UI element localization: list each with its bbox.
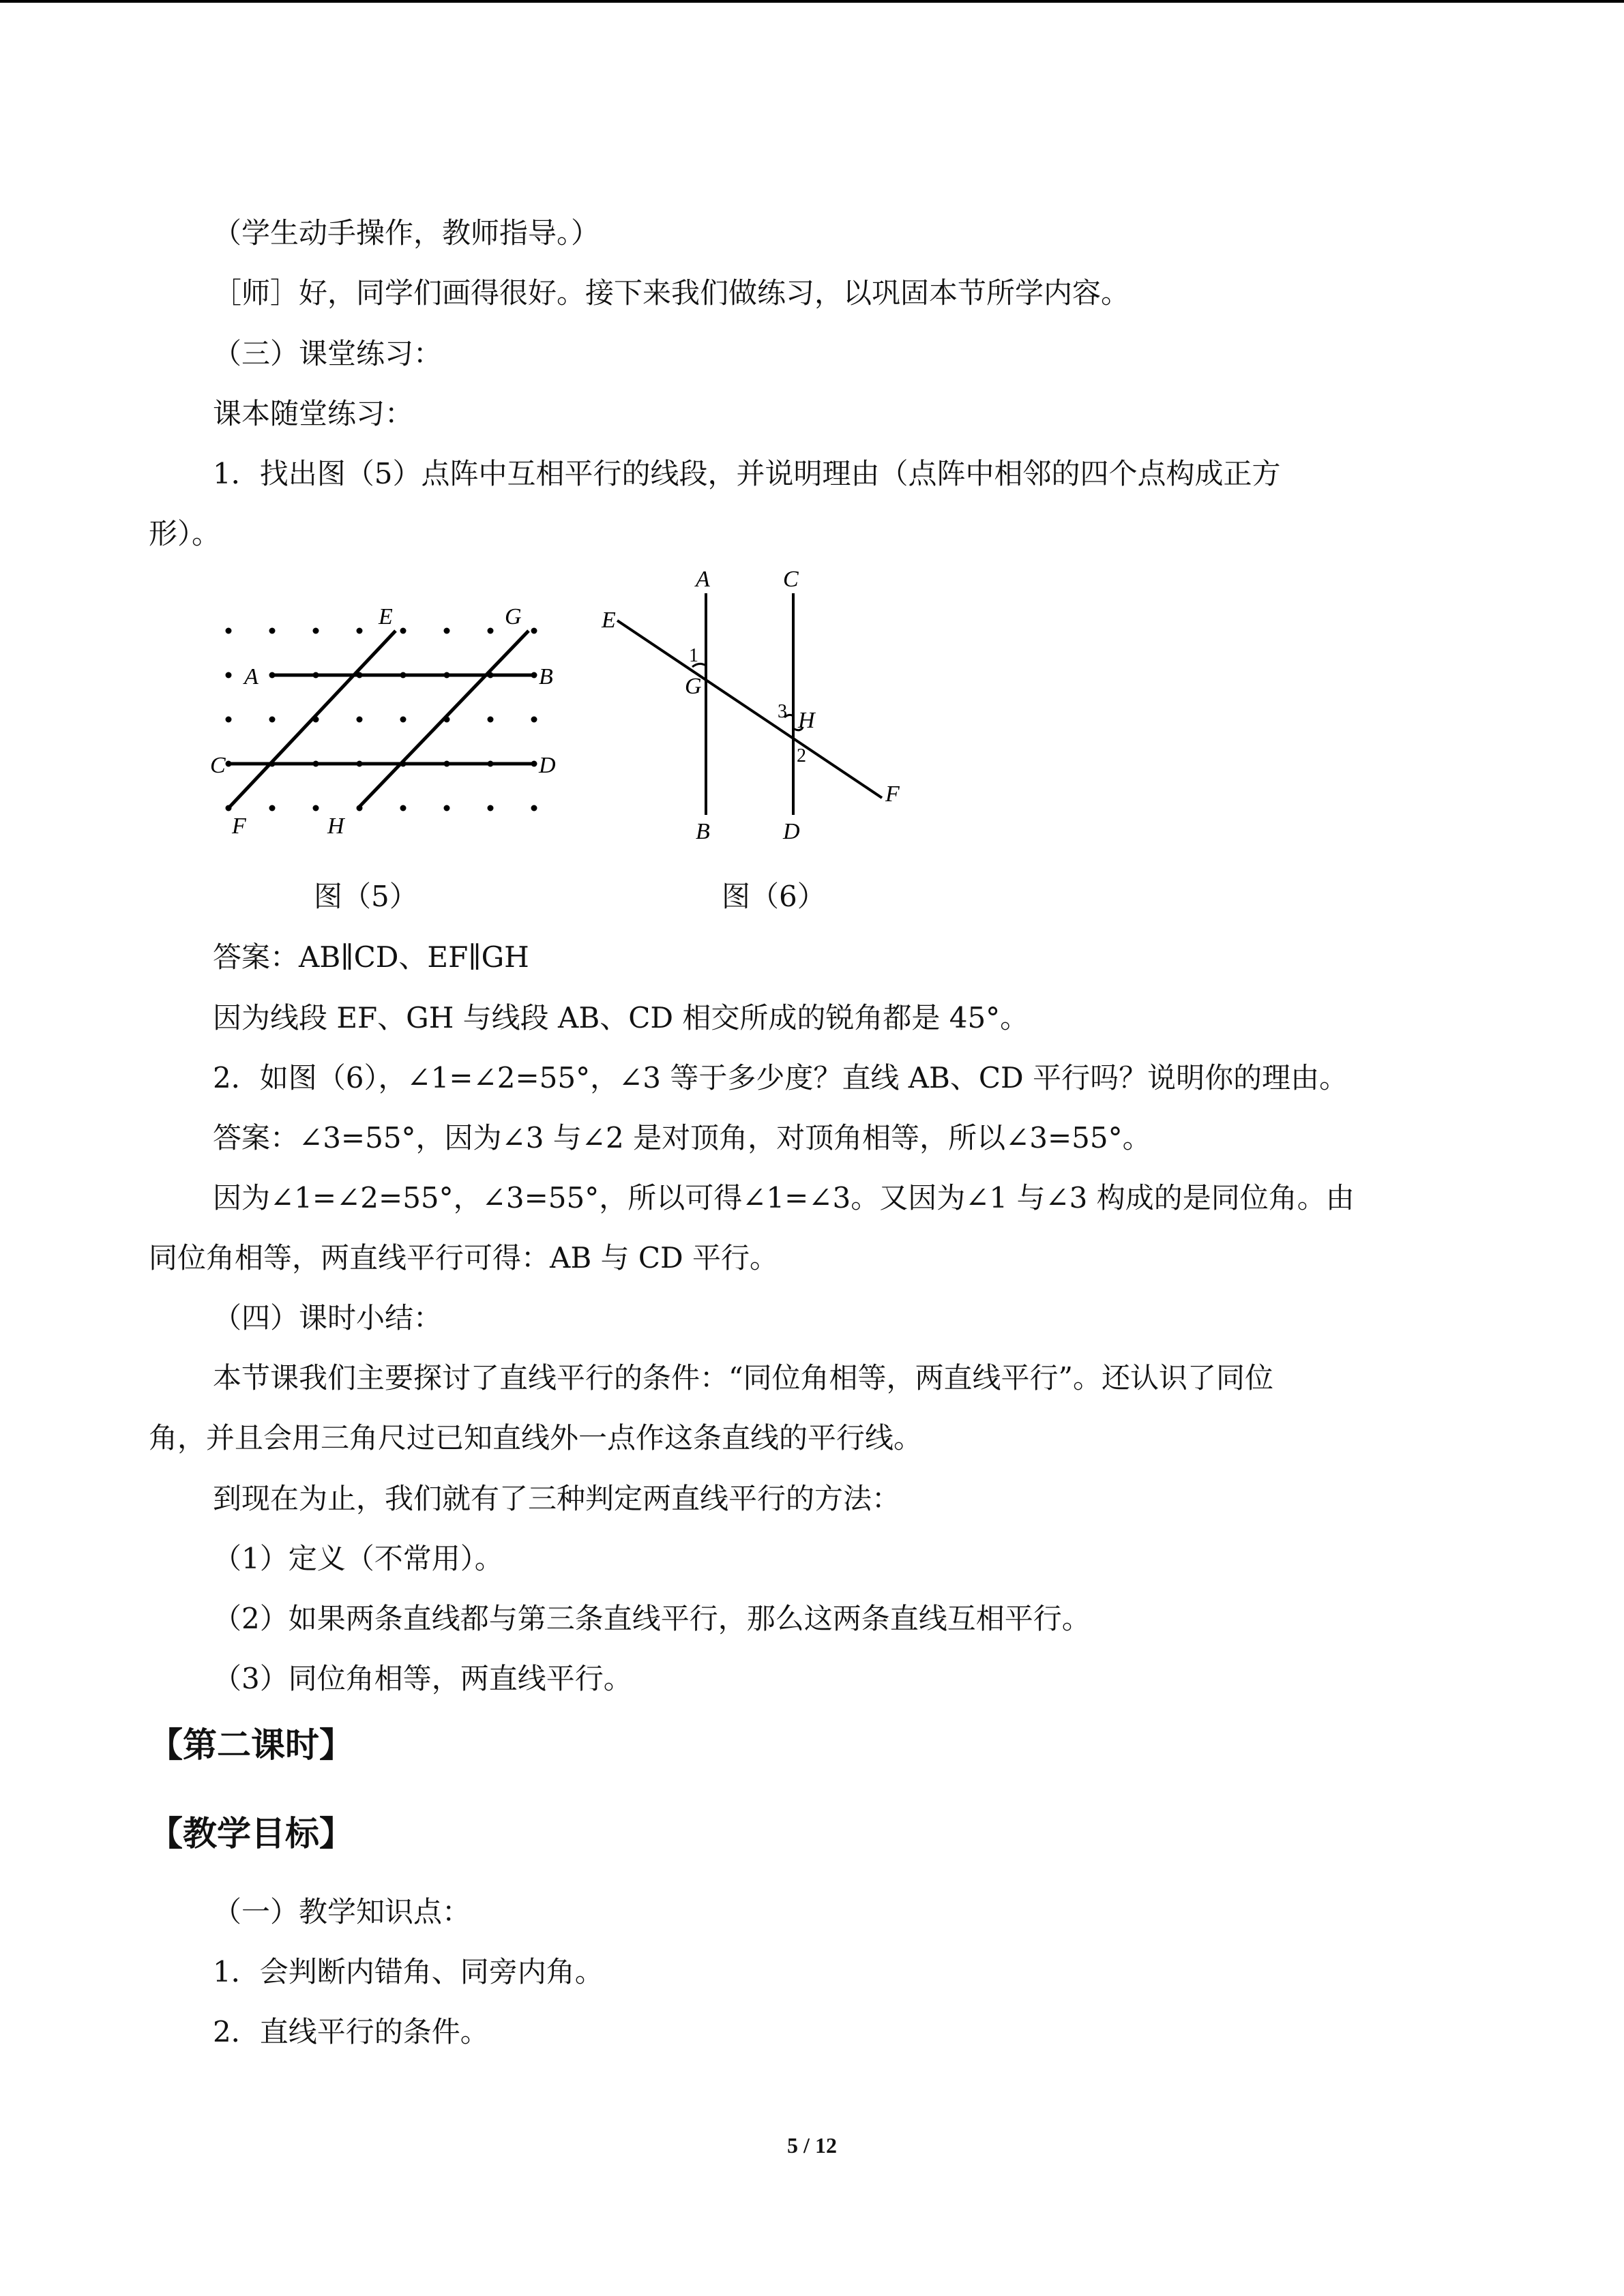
figure-6-caption: 图（6） bbox=[722, 880, 826, 913]
label-C: C bbox=[783, 567, 799, 592]
lattice-dot bbox=[488, 805, 494, 811]
label-G: G bbox=[505, 604, 522, 629]
lattice-dot bbox=[357, 628, 363, 634]
text-line: 课本随堂练习： bbox=[213, 397, 414, 430]
lattice-dot bbox=[226, 672, 232, 679]
text-line: ［师］好，同学们画得很好。接下来我们做练习，以巩固本节所学内容。 bbox=[213, 276, 1130, 310]
figure-5-caption: 图（5） bbox=[314, 880, 418, 913]
section-heading: 【第二课时】 bbox=[149, 1725, 353, 1765]
text-line: 因为∠1=∠2=55°，∠3=55°，所以可得∠1=∠3。又因为∠1 与∠3 构成的是同位角。由 bbox=[213, 1181, 1355, 1214]
label-G: G bbox=[685, 674, 702, 699]
text-line: 到现在为止，我们就有了三种判定两直线平行的方法： bbox=[213, 1482, 901, 1515]
lattice-dot bbox=[313, 628, 319, 634]
lattice-dot bbox=[444, 628, 450, 634]
text-line: （3）同位角相等，两直线平行。 bbox=[213, 1662, 632, 1695]
lattice-dot bbox=[269, 628, 276, 634]
lattice-dot bbox=[531, 805, 537, 811]
lattice-dot bbox=[313, 805, 319, 811]
lattice-dot bbox=[488, 628, 494, 634]
text-line: 因为线段 EF、GH 与线段 AB、CD 相交所成的锐角都是 45°。 bbox=[213, 1001, 1029, 1034]
text-line: （一）教学知识点： bbox=[213, 1895, 471, 1928]
text-line: （四）课时小结： bbox=[213, 1301, 443, 1335]
top-border bbox=[0, 0, 1624, 3]
text-line: 同位角相等，两直线平行可得：AB 与 CD 平行。 bbox=[149, 1241, 779, 1274]
angle-label-2: 2 bbox=[797, 745, 806, 766]
lattice-dot bbox=[488, 717, 494, 723]
lattice-dot bbox=[400, 628, 407, 634]
label-F: F bbox=[885, 781, 900, 807]
label-D: D bbox=[783, 819, 800, 844]
label-B: B bbox=[539, 664, 553, 689]
text-line: 答案：AB∥CD、EF∥GH bbox=[213, 940, 529, 974]
text-line: 2．直线平行的条件。 bbox=[213, 2015, 489, 2048]
lattice-dot bbox=[444, 805, 450, 811]
text-line: 答案：∠3=55°，因为∠3 与∠2 是对顶角，对顶角相等，所以∠3=55°。 bbox=[213, 1121, 1151, 1154]
segment-EF bbox=[228, 631, 396, 808]
text-line: 本节课我们主要探讨了直线平行的条件：“同位角相等，两直线平行”。还认识了同位 bbox=[213, 1361, 1273, 1395]
label-C: C bbox=[210, 753, 226, 778]
segment-GH bbox=[358, 631, 529, 808]
lattice-dot bbox=[357, 717, 363, 723]
text-line: 形）。 bbox=[149, 517, 221, 550]
lattice-dot bbox=[531, 628, 537, 634]
lattice-dot bbox=[531, 717, 537, 723]
label-F: F bbox=[232, 814, 246, 839]
lattice-dot bbox=[400, 805, 407, 811]
figure-5-dot-lattice bbox=[205, 593, 587, 846]
text-line: （学生动手操作，教师指导。） bbox=[213, 216, 600, 250]
label-A: A bbox=[696, 567, 710, 592]
text-line: （2）如果两条直线都与第三条直线平行，那么这两条直线互相平行。 bbox=[213, 1602, 1091, 1635]
line-EF bbox=[617, 621, 882, 798]
text-line: 1．会判断内错角、同旁内角。 bbox=[213, 1955, 604, 1988]
label-D: D bbox=[539, 753, 556, 778]
label-H: H bbox=[798, 708, 815, 733]
lattice-dot bbox=[269, 805, 276, 811]
section-heading: 【教学目标】 bbox=[149, 1814, 353, 1853]
angle-label-3: 3 bbox=[778, 701, 787, 722]
lattice-dot bbox=[400, 717, 407, 723]
label-E: E bbox=[602, 608, 616, 633]
text-line: 1．找出图（5）点阵中互相平行的线段，并说明理由（点阵中相邻的四个点构成正方 bbox=[213, 457, 1281, 490]
lattice-dot bbox=[226, 717, 232, 723]
figure-6-transversal bbox=[593, 566, 921, 852]
text-line: （三）课堂练习： bbox=[213, 337, 443, 370]
text-line: 2．如图（6），∠1=∠2=55°，∠3 等于多少度？直线 AB、CD 平行吗？说明你的理由。 bbox=[213, 1061, 1348, 1094]
lattice-dot bbox=[226, 628, 232, 634]
angle-label-1: 1 bbox=[689, 645, 698, 666]
page-number: 5 / 12 bbox=[787, 2133, 837, 2158]
lattice-dot bbox=[269, 717, 276, 723]
text-line: （1）定义（不常用）。 bbox=[213, 1542, 503, 1575]
label-H: H bbox=[327, 814, 344, 839]
label-E: E bbox=[379, 604, 393, 629]
text-line: 角，并且会用三角尺过已知直线外一点作这条直线的平行线。 bbox=[149, 1421, 923, 1455]
label-A: A bbox=[244, 664, 259, 689]
label-B: B bbox=[696, 819, 710, 844]
